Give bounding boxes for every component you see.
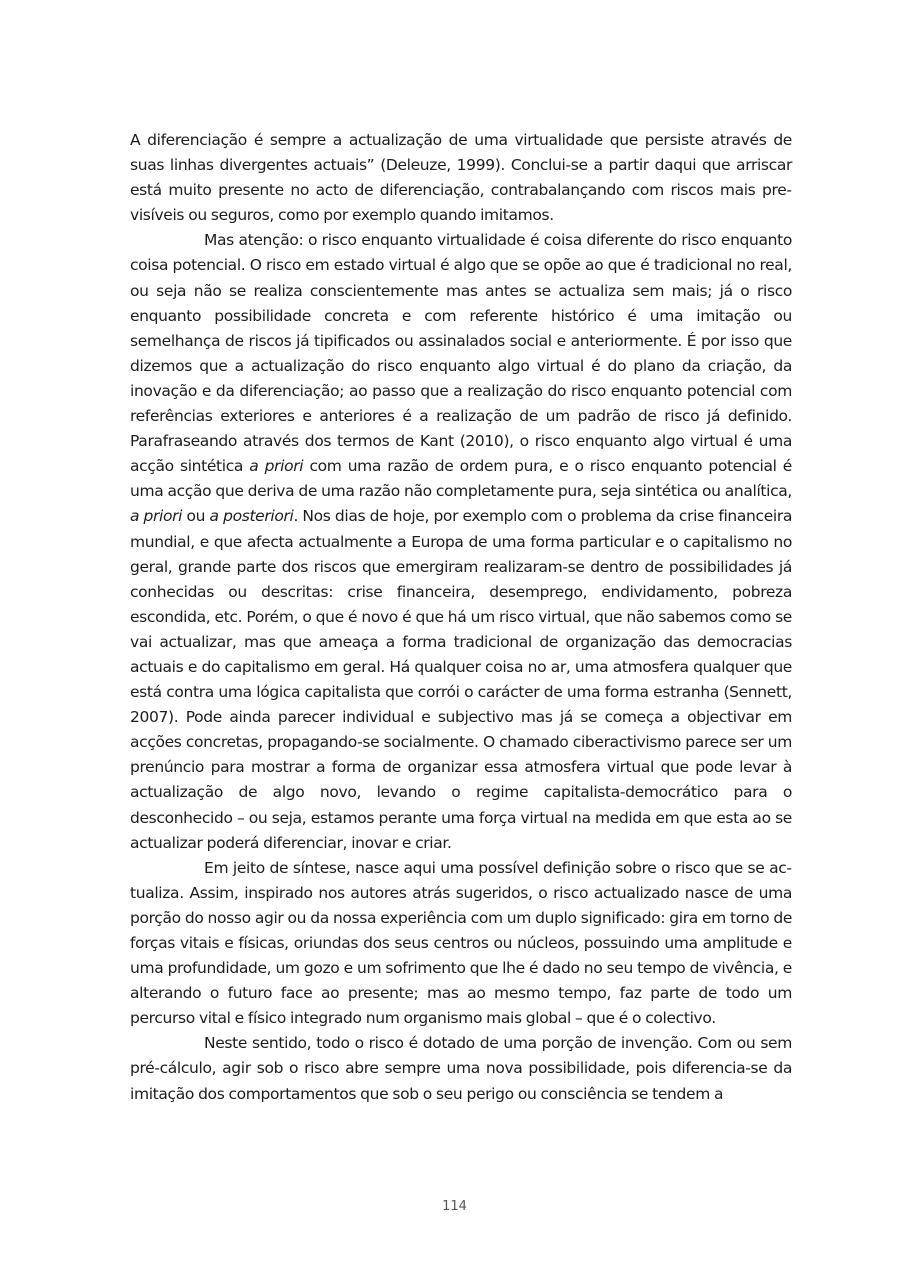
text-segment: Mas atenção: o risco enquanto virtualidade é coisa diferente do risco enquanto coisa potencial. O risco em estado virtual é algo que se opõe ao que é tradicional no real, ou seja não se realiza conscientemente mas antes se actualiza sem mais; já o risco enquanto possibilidade concreta e com referente histórico é uma imitação ou semelhança de riscos já tipificados ou assinalados social e anteriormente. É por isso que dizemos que a actualização do risco enquanto algo virtual é do plano da criação, da inovação e da diferenciação; ao passo que a realização do risco enquanto potencial com referências exteriores e anteriores é a realização de um padrão de risco já definido. Parafraseando através dos termos de Kant (2010), o risco enquanto algo virtual é uma acção sintética [130,231,792,476]
text-segment: com uma razão de ordem pura, e o risco enquanto potencial é uma acção que deriva de uma razão não completamente pura, seja sintética ou analítica, [130,457,792,501]
body-text [130,128,792,1107]
text-segment: . Nos dias de hoje, por exemplo com o problema da crise financeira mundial, e que afecta actualmente a Europa de uma forma particular e o capitalismo no geral, grande parte dos riscos que emergiram realizaram-se dentro de possibilidades já conhecidas ou descritas: crise financeira, desemprego, endividamento, pobreza escondida, etc. Porém, o que é novo é que há um risco virtual, que não sabemos como se vai actualizar, mas que ameaça a forma tradicional de organização das democracias actuais e do capitalismo em geral. Há qualquer coisa no ar, uma atmosfera qualquer que está contra uma lógica capitalista que corrói o carácter de uma forma estranha (Sennett, 2007). Pode ainda parecer individual e subjectivo mas já se começa a objectivar em acções concretas, propagando-se socialmente. O chamado ciberactivismo parece ser um prenúncio para mostrar a forma de organizar essa atmosfera virtual que pode levar à actualização de algo novo, levando o regime capitalista-democrático para o desconhecido – ou seja, estamos perante uma força virtual na medida em que esta ao se actualizar poderá diferenciar, inovar e criar. [130,507,793,852]
text-segment: ou [182,507,210,526]
italic-term: a priori [249,457,304,476]
paragraph [130,1031,792,1106]
text-segment: Neste sentido, todo o risco é dotado de uma porção de invenção. Com ou sem pré-cálculo, agir sob o risco abre sempre uma nova possibilidade, pois diferencia-se da imitação dos comportamentos que sob o seu perigo ou consciência se tendem a [130,1034,792,1103]
italic-term: a posteriori [209,507,294,526]
paragraph [130,228,792,855]
paragraph [130,856,792,1032]
page-number: 114 [442,1199,467,1214]
text-segment: A diferenciação é sempre a actualização de uma virtualidade que persiste através de suas linhas divergentes actuais” (Deleuze, 1999). Conclui-se a partir daqui que arriscar está muito presente no acto de diferenciação, contrabalançando com riscos mais previsíveis ou seguros, como por exemplo quando imitamos. [130,131,792,225]
text-segment: Em jeito de síntese, nasce aqui uma possível definição sobre o risco que se actualiza. Assim, inspirado nos autores atrás sugeridos, o risco actualizado nasce de uma porção do nosso agir ou da nossa experiência com um duplo significado: gira em torno de forças vitais e físicas, oriundas dos seus centros ou núcleos, possuindo uma amplitude e uma profundidade, um gozo e um sofrimento que lhe é dado no seu tempo de vivência, e alterando o futuro face ao presente; mas ao mesmo tempo, faz parte de todo um percurso vital e físico integrado num organismo mais global – que é o colectivo. [130,858,792,1028]
paragraph [130,128,792,228]
italic-term: a priori [130,507,183,526]
